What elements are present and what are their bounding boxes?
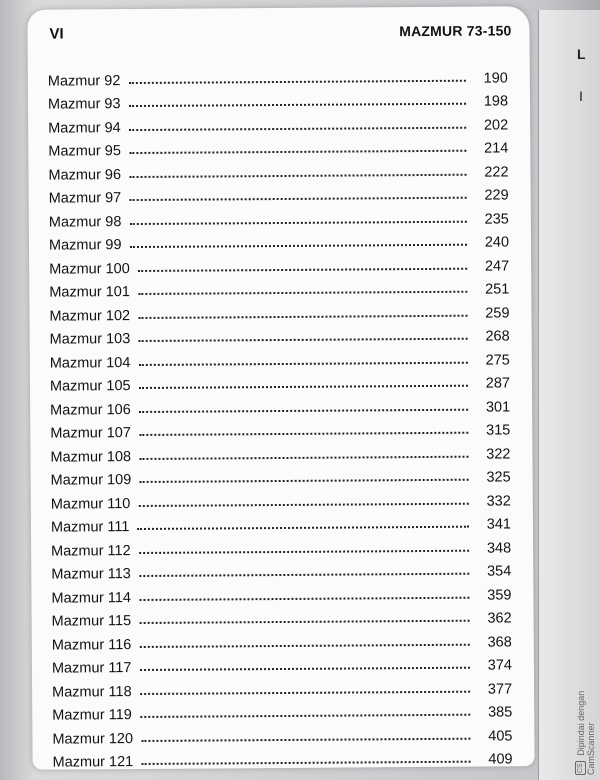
toc-entry-title: Mazmur 98	[48, 213, 122, 231]
dot-leader	[139, 384, 468, 389]
dot-leader	[141, 736, 470, 741]
toc-entry-page: 268	[485, 328, 510, 345]
toc-entry-page: 354	[487, 563, 512, 580]
toc-entry	[51, 556, 511, 583]
toc-entry-page: 240	[484, 234, 510, 251]
toc-entry-title: Mazmur 99	[48, 237, 122, 254]
toc-entry-title: Mazmur 116	[51, 636, 132, 654]
toc-entry-title: Mazmur 104	[49, 354, 131, 372]
scanner-watermark	[575, 640, 596, 775]
toc-entry	[50, 438, 510, 465]
toc-entry	[48, 86, 508, 113]
adjacent-page-fragment: L	[577, 46, 586, 62]
toc-entry-page: 301	[485, 398, 511, 416]
toc-entry-page: 251	[485, 281, 510, 298]
toc-entry-title: Mazmur 105	[49, 378, 131, 395]
dot-leader	[129, 102, 466, 107]
toc-entry-title: Mazmur 113	[51, 566, 131, 583]
toc-entry-title: Mazmur 97	[48, 190, 122, 207]
dot-leader	[138, 266, 467, 271]
dot-leader	[139, 454, 468, 459]
toc-entry	[51, 485, 511, 512]
toc-entry	[49, 274, 509, 301]
toc-entry-page: 377	[487, 680, 513, 698]
toc-entry	[49, 180, 509, 207]
dot-leader	[130, 243, 467, 248]
toc-entry-title: Mazmur 95	[48, 143, 121, 160]
toc-entry	[52, 720, 512, 747]
toc-entry-page: 315	[486, 422, 511, 439]
toc-entry-page: 359	[487, 586, 512, 604]
toc-entry	[48, 62, 508, 89]
toc-entry-page: 229	[484, 187, 509, 204]
toc-entry-page: 202	[483, 116, 509, 134]
toc-entry	[52, 626, 512, 653]
toc-entry-title: Mazmur 118	[52, 683, 132, 701]
toc-entry-page: 190	[483, 69, 508, 87]
dot-leader	[138, 337, 467, 342]
toc-entry-title: Mazmur 103	[49, 331, 131, 348]
toc-entry	[52, 697, 512, 724]
toc-entry	[52, 650, 512, 677]
toc-entry-title: Mazmur 92	[47, 72, 121, 90]
toc-entry-title: Mazmur 119	[52, 707, 132, 724]
table-of-contents	[48, 62, 513, 770]
toc-entry-page: 405	[488, 727, 513, 745]
page-header	[49, 20, 511, 45]
toc-entry-page: 222	[484, 163, 509, 181]
toc-entry-title: Mazmur 110	[50, 495, 131, 513]
dot-leader	[139, 572, 469, 577]
toc-entry-page: 409	[488, 751, 513, 768]
dot-leader	[138, 313, 467, 318]
toc-entry	[51, 579, 511, 606]
camscanner-icon: CS	[577, 763, 584, 773]
toc-entry-page: 348	[486, 539, 512, 557]
toc-entry	[51, 509, 511, 536]
toc-entry-page: 368	[487, 633, 512, 651]
toc-entry-page: 341	[486, 516, 512, 533]
page-number: VI	[49, 25, 64, 43]
toc-entry-page: 322	[486, 445, 511, 463]
toc-entry-title: Mazmur 100	[49, 260, 130, 278]
toc-entry	[50, 321, 510, 348]
dot-leader	[129, 219, 466, 224]
toc-entry-title: Mazmur 94	[48, 119, 121, 137]
adjacent-page-fragment-2: I	[579, 88, 583, 104]
toc-entry-title: Mazmur 108	[50, 448, 132, 466]
toc-entry	[49, 203, 509, 230]
dot-leader	[139, 431, 468, 436]
dot-leader	[139, 407, 468, 412]
toc-entry-page: 385	[488, 704, 513, 721]
toc-entry	[48, 133, 508, 160]
toc-entry	[50, 344, 510, 371]
dot-leader	[141, 760, 470, 765]
toc-entry	[51, 462, 511, 489]
toc-entry	[53, 744, 513, 771]
dot-leader	[139, 478, 468, 483]
toc-entry-page: 275	[485, 351, 510, 369]
toc-entry	[48, 156, 508, 183]
toc-entry-title: Mazmur 96	[48, 166, 122, 184]
dot-leader	[140, 713, 470, 718]
toc-entry	[48, 109, 508, 136]
dot-leader	[129, 125, 466, 130]
toc-entry-title: Mazmur 106	[50, 401, 131, 419]
toc-entry-page: 259	[485, 304, 510, 322]
dot-leader	[140, 689, 470, 694]
toc-entry-page: 287	[485, 375, 511, 392]
toc-entry-page: 235	[484, 210, 509, 228]
dot-leader	[128, 78, 465, 83]
toc-entry-title: Mazmur 107	[50, 425, 131, 442]
toc-entry-page: 247	[484, 257, 510, 275]
toc-entry-title: Mazmur 109	[50, 472, 132, 489]
toc-entry-title: Mazmur 120	[52, 730, 134, 748]
toc-entry	[50, 415, 510, 442]
toc-entry	[49, 297, 509, 324]
dot-leader	[137, 525, 469, 530]
dot-leader	[129, 196, 466, 201]
dot-leader	[129, 149, 466, 154]
toc-entry-title: Mazmur 112	[51, 542, 131, 560]
toc-entry	[49, 227, 509, 254]
toc-entry	[49, 250, 509, 277]
dot-leader	[139, 642, 469, 647]
toc-entry-page: 325	[486, 469, 511, 486]
dot-leader	[139, 595, 469, 600]
toc-entry-title: Mazmur 117	[51, 660, 132, 677]
toc-entry-page: 198	[483, 93, 509, 110]
dot-leader	[139, 619, 469, 624]
toc-entry	[50, 368, 510, 395]
toc-entry-title: Mazmur 121	[52, 754, 134, 771]
dot-leader	[139, 666, 469, 671]
toc-entry-page: 214	[484, 140, 509, 157]
toc-entry-title: Mazmur 102	[49, 307, 131, 325]
dot-leader	[129, 172, 466, 177]
dot-leader	[138, 501, 468, 506]
watermark-text: Dipindai dengan CamScanner	[576, 690, 596, 775]
dot-leader	[139, 548, 469, 553]
toc-entry	[50, 391, 510, 418]
running-title: MAZMUR 73-150	[399, 22, 512, 40]
toc-entry-title: Mazmur 115	[51, 613, 132, 630]
toc-entry-page: 374	[487, 657, 512, 674]
toc-entry-title: Mazmur 101	[49, 284, 130, 301]
document-page	[27, 6, 534, 769]
toc-entry	[52, 673, 512, 700]
toc-entry-title: Mazmur 114	[51, 589, 132, 607]
toc-entry	[51, 532, 511, 559]
toc-entry-page: 332	[486, 492, 511, 510]
dot-leader	[138, 290, 467, 295]
toc-entry-title: Mazmur 93	[47, 96, 121, 113]
toc-entry-page: 362	[487, 610, 512, 627]
toc-entry-title: Mazmur 111	[50, 519, 130, 536]
toc-entry	[52, 603, 512, 630]
dot-leader	[138, 360, 467, 365]
